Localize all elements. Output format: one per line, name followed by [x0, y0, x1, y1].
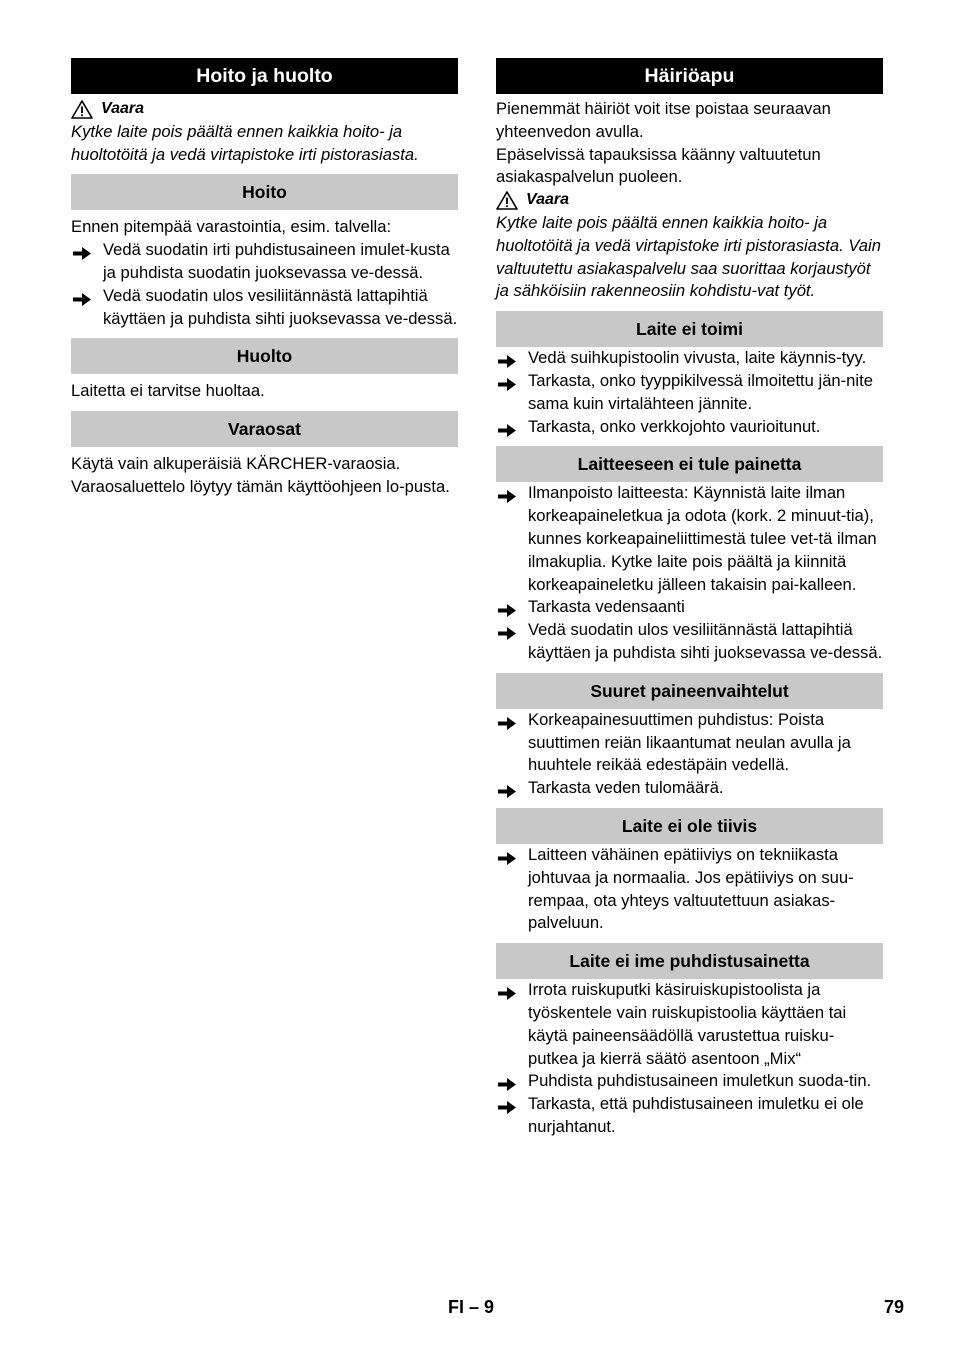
warning-title: Vaara [101, 100, 144, 117]
subheading-varaosat: Varaosat [71, 411, 458, 447]
step-text: Laitteen vähäinen epätiiviys on tekniikasta johtuvaa ja normaalia. Jos epätiiviys on suu-rempaa, ota yhteys valtuutettuun asiakas-palveluun. [528, 844, 854, 933]
step-text: Tarkasta vedensaanti [528, 597, 685, 617]
step-text: Vedä suihkupistoolin vivusta, laite käynnis-tyy. [528, 348, 867, 368]
step-item [496, 370, 883, 416]
step-text: Ilmanpoisto laitteesta: Käynnistä laite ilman korkeapaineletkua ja odota (kork. 2 minuut-tia), kunnes korkeapaineliittimestä tulee vet-tä ilman ilmakuplia. Kytke laite pois päältä ja kiinnitä korkeapaineletku jälleen takaisin pai-kalleen. [528, 483, 877, 594]
footer-language-page: FI – 9 [448, 1297, 495, 1317]
step-text: Tarkasta, onko tyyppikilvessä ilmoitettu jän-nite sama kuin virtalähteen jännite. [528, 370, 873, 413]
step-text: Vedä suodatin irti puhdistusaineen imulet-kusta ja puhdista suodatin juoksevassa ve-dessä. [103, 240, 450, 282]
troubleshooting-steps [496, 482, 883, 664]
hoito-intro: Ennen pitempää varastointia, esim. talvella: [71, 217, 392, 237]
step-item [496, 777, 883, 800]
huolto-text: Laitetta ei tarvitse huoltaa. [71, 381, 265, 401]
troubleshooting-sections [496, 311, 883, 1139]
subheading-troubleshooting: Suuret paineenvaihtelut [496, 673, 883, 709]
subheading-troubleshooting: Laite ei ole tiivis [496, 808, 883, 844]
arrow-right-icon [498, 624, 516, 637]
section-title-hoito-ja-huolto: Hoito ja huolto [71, 58, 458, 94]
arrow-right-icon [498, 487, 516, 500]
step-text: Vedä suodatin ulos vesiliitännästä lattapihtiä käyttäen ja puhdista sihti juoksevassa ve-dessä. [528, 620, 883, 662]
arrow-right-icon [498, 1098, 516, 1111]
troubleshooting-steps [496, 709, 883, 800]
right-column [496, 58, 883, 1139]
step-item [496, 1093, 883, 1139]
step-item [496, 979, 883, 1070]
troubleshooting-steps [496, 347, 883, 438]
subheading-troubleshooting: Laite ei ime puhdistusainetta [496, 943, 883, 979]
arrow-right-icon [498, 601, 516, 614]
arrow-right-icon [73, 290, 91, 303]
step-item [496, 619, 883, 665]
arrow-right-icon [498, 421, 516, 434]
troubleshooting-steps [496, 979, 883, 1139]
step-text: Vedä suodatin ulos vesiliitännästä lattapihtiä käyttäen ja puhdista sihti juoksevassa ve-dessä. [103, 285, 458, 328]
step-text: Irrota ruiskuputki käsiruiskupistoolista ja työskentele vain ruiskupistoolia käyttäen tai käytä paineensäädöllä varustettua ruisku-putkea ja kierrä säätö asentoon „Mix“ [528, 980, 847, 1068]
troubleshooting-steps [496, 844, 883, 935]
arrow-right-icon [498, 1075, 516, 1088]
step-item [71, 285, 458, 331]
arrow-right-icon [498, 849, 516, 862]
arrow-right-icon [73, 244, 91, 257]
footer-page-number: 79 [884, 1297, 905, 1317]
subheading-huolto: Huolto [71, 338, 458, 374]
step-text: Tarkasta, että puhdistusaineen imuletku ei ole nurjahtanut. [528, 1094, 864, 1136]
section-title-hairioapu: Häiriöapu [496, 58, 883, 94]
step-item [496, 482, 883, 596]
warning-heading [496, 189, 883, 212]
step-text: Korkeapainesuuttimen puhdistus: Poista suuttimen reiän likaantumat neulan avulla ja huuhtele reikää edestäpäin vedellä. [528, 709, 851, 775]
hairioapu-intro-1: Pienemmät häiriöt voit itse poistaa seuraavan yhteenvedon avulla. [496, 99, 831, 141]
subheading-troubleshooting: Laitteeseen ei tule painetta [496, 446, 883, 482]
arrow-right-icon [498, 714, 516, 727]
step-item [496, 596, 883, 619]
step-item [496, 1070, 883, 1093]
arrow-right-icon [498, 984, 516, 997]
hairioapu-intro-2: Epäselvissä tapauksissa käänny valtuutetun asiakaspalvelun puoleen. [496, 144, 821, 187]
warning-title: Vaara [526, 191, 569, 209]
step-item [71, 239, 458, 285]
arrow-right-icon [498, 352, 516, 365]
step-text: Puhdista puhdistusaineen imuletkun suoda-tin. [528, 1071, 872, 1091]
left-column [71, 58, 458, 499]
warning-icon [496, 191, 518, 210]
warning-icon [71, 100, 93, 119]
warning-text: Kytke laite pois päältä ennen kaikkia hoito- ja huoltotöitä ja vedä virtapistoke irti pistorasiasta. Vain valtuutettu asiakaspalvelu saa suorittaa korjaustyöt ja sähköisiin rakenneosiin kohdistu-vat työt. [496, 212, 881, 301]
subheading-troubleshooting: Laite ei toimi [496, 311, 883, 347]
step-item [496, 416, 883, 439]
step-item [496, 844, 883, 935]
step-text: Tarkasta veden tulomäärä. [528, 778, 724, 798]
warning-heading [71, 98, 458, 121]
subheading-hoito: Hoito [71, 174, 458, 210]
arrow-right-icon [498, 782, 516, 795]
varaosat-text: Käytä vain alkuperäisiä KÄRCHER-varaosia. Varaosaluettelo löytyy tämän käyttöohjeen lo-pusta. [71, 454, 450, 496]
warning-text: Kytke laite pois päältä ennen kaikkia hoito- ja huoltotöitä ja vedä virtapistoke irti pistorasiasta. [71, 121, 419, 164]
hoito-steps [71, 239, 458, 330]
step-item [496, 709, 883, 777]
arrow-right-icon [498, 375, 516, 388]
step-text: Tarkasta, onko verkkojohto vaurioitunut. [528, 416, 821, 436]
step-item [496, 347, 883, 370]
